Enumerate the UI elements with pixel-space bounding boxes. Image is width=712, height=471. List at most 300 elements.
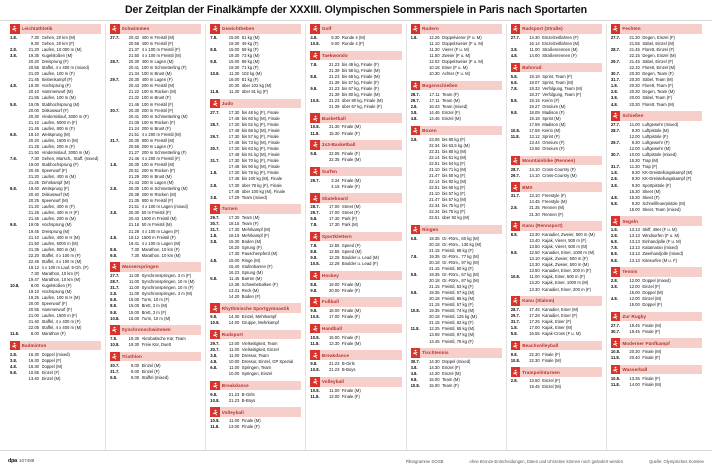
footer	[0, 450, 712, 471]
event-time: 15.00	[128, 315, 140, 321]
event-description: Schwebebalken (F)	[241, 281, 278, 287]
sport-header	[411, 81, 502, 91]
event-description: Luftpistole (mixed)	[642, 152, 677, 158]
event-date: 1.8.	[210, 233, 218, 239]
event-time: 21.35	[28, 246, 39, 252]
schedule-column	[607, 24, 706, 451]
event-time: 8.00	[30, 331, 39, 337]
schedule-column	[407, 24, 507, 451]
event-date: 31.7.	[610, 164, 621, 170]
event-time: 19.18	[529, 116, 540, 122]
event-description: Gr.-Röm., 87 kg (M)	[442, 278, 480, 284]
event-description: Kitesurfen (M u. F)	[642, 257, 678, 263]
event-date: 3.8.	[410, 109, 418, 115]
event-description: Degen, Team (M)	[642, 89, 675, 95]
event-time: 20.45	[28, 168, 39, 174]
sport-block	[611, 267, 702, 308]
event-row	[310, 157, 401, 163]
event-time: 21.20	[28, 174, 39, 180]
event-description: Kanadier, Einer (M)	[542, 307, 579, 313]
event-description: Gr.-Röm., 97 kg (M)	[442, 259, 480, 265]
sport-header	[210, 381, 301, 391]
sport-block	[310, 232, 401, 267]
event-date: 8.8.	[110, 303, 118, 309]
sport-block	[210, 330, 301, 377]
event-description: Staffel, 4 x 100 m (M)	[41, 258, 82, 264]
event-date: 11.8.	[510, 134, 520, 140]
event-time: 13.30	[529, 232, 540, 238]
event-date: 1.8.	[610, 227, 618, 233]
event-date: 9.8.	[310, 255, 318, 261]
event-description: 4 x 100 m Lagen (mixed)	[141, 204, 188, 210]
event-time: 13.12	[529, 134, 540, 140]
event-time: 13.56	[529, 146, 540, 152]
event-time: 22.34	[429, 209, 440, 215]
event-date: 2.8.	[410, 103, 418, 109]
event-description: 100 m Brust (F)	[141, 95, 171, 101]
event-description: Laufen, 1500 m (F)	[41, 313, 78, 319]
event-time: 21.32	[128, 95, 140, 101]
event-description: Säbel, Einzel (M)	[642, 41, 675, 47]
event-description: Team (F)	[442, 91, 459, 97]
event-date: 3.8.	[210, 353, 218, 359]
event-description: Gehen, 20 km (F)	[41, 41, 75, 47]
event-time: 21.45	[28, 180, 39, 186]
event-time: 19.45	[529, 384, 540, 390]
event-time: 17.48	[228, 164, 240, 170]
event-time: 9.30	[631, 140, 640, 146]
event-time: 20.41	[128, 65, 140, 71]
handball-icon	[310, 324, 320, 334]
event-row	[611, 355, 702, 361]
event-description: Weitsprung (M)	[41, 131, 71, 137]
sport-name: Turnen	[221, 206, 238, 212]
sport-header	[411, 348, 502, 358]
event-description: Finale (M)	[341, 177, 361, 183]
event-description: bis 70 kg (F), Finale	[241, 158, 279, 164]
sport-block	[210, 407, 301, 430]
event-time: 21.39	[328, 79, 340, 85]
event-time: 7.30	[130, 252, 140, 258]
sport-name: Taekwondo	[321, 52, 348, 58]
event-time: 17.48	[228, 128, 240, 134]
event-date: 10.8.	[110, 342, 120, 348]
event-description: Speerwurf (F)	[41, 168, 68, 174]
event-description: Staffel, 4 x 400 m (mixed)	[41, 65, 90, 71]
event-date	[310, 104, 325, 110]
event-description: bis 100 kg (M), Finale	[241, 176, 283, 182]
event-time: 14.30	[228, 314, 240, 320]
event-date: 9.8.	[110, 309, 118, 315]
event-description: Schnellfeuerpistole (M)	[642, 200, 686, 206]
event-description: Einzel (M)	[41, 376, 61, 382]
event-time: 20.30	[228, 83, 240, 89]
event-time: 19.41	[128, 240, 140, 246]
event-description: Gr.-Röm., 60 kg (M)	[442, 235, 480, 241]
event-description: bis 48 kg (F), Finale	[241, 109, 279, 115]
event-time: 20.56	[128, 143, 140, 149]
event-time: 9.30	[30, 41, 39, 47]
event-date: 4.8.	[110, 234, 118, 240]
event-description: Sprint (M)	[542, 116, 561, 122]
event-time: 13.00	[228, 424, 240, 430]
event-description: Finale (F)	[341, 314, 360, 320]
event-date	[10, 376, 25, 382]
event-description: Laufen, 100 m (F)	[41, 71, 75, 77]
event-time: 21.43	[128, 180, 140, 186]
event-time: 11.00	[128, 273, 140, 279]
event-date: 8.8.	[310, 248, 318, 254]
event-row	[10, 331, 101, 337]
event-row	[411, 116, 502, 122]
event-time: 21.10	[28, 234, 39, 240]
event-time: 20.30	[128, 137, 140, 143]
event-description: Hammerwurf (F)	[41, 307, 72, 313]
event-time: 17.30	[228, 146, 240, 152]
breaking-icon	[210, 381, 220, 391]
event-description: Keirin (F)	[542, 97, 560, 103]
event-time: 15.00	[128, 303, 140, 309]
event-time: 13.08	[429, 332, 440, 338]
event-time: 8.00	[130, 374, 140, 380]
event-time: 20.30	[128, 59, 140, 65]
event-description: Kajak, Einer, 1000 m (M)	[542, 280, 589, 286]
event-time: 17.29	[228, 194, 240, 200]
event-time: 11.00	[229, 418, 240, 424]
sport-header	[411, 225, 502, 235]
event-date: 10.8.	[510, 357, 521, 363]
sport-block	[10, 24, 101, 337]
event-time: 21.15	[429, 320, 440, 326]
event-date: 5.8.	[210, 275, 218, 281]
event-time: 22.51	[429, 160, 440, 166]
event-time: 21.29	[128, 174, 140, 180]
event-row	[511, 212, 602, 218]
sport-name: Tennis	[622, 269, 638, 275]
sport-name: Fechten	[622, 26, 641, 32]
event-time: 14.20	[228, 293, 240, 299]
event-time: 15.00	[228, 257, 240, 263]
event-date	[210, 371, 225, 377]
event-date: 1.8.	[110, 161, 118, 167]
event-description: 4 x 100 m Lagen (F)	[141, 228, 180, 234]
event-date: 5.8.	[310, 151, 318, 157]
source-credit: Quelle: Olympisches Komitee	[649, 458, 704, 464]
event-time: 21.37	[128, 47, 140, 53]
event-description: Freistil, 57 kg (F)	[442, 302, 474, 308]
event-description: 100 m Rücken (F)	[141, 119, 176, 125]
sport-header	[110, 325, 201, 335]
event-description: Finale (M)	[341, 124, 361, 130]
sport-header	[511, 367, 602, 377]
event-description: B-Girls	[341, 361, 355, 367]
event-time: 20.30	[128, 186, 140, 192]
sport-name: Wasserspringen	[121, 264, 159, 270]
event-row	[310, 314, 401, 320]
sport-name: Leichtathletik	[21, 26, 53, 32]
event-description: Vielseitigkeit, Einzel	[241, 346, 279, 352]
sport-block	[210, 99, 301, 201]
event-time: 10.00	[228, 371, 240, 377]
event-time: 15.00	[629, 206, 640, 212]
event-description: Freistil, 86 kg (M)	[442, 296, 475, 302]
event-time: 20.18	[429, 259, 440, 265]
event-time: 18.15	[228, 221, 240, 227]
event-description: 400 m Lagen (M)	[141, 59, 174, 65]
disclaimer-note: ohne Bronze-Entscheidungen, Daten und Uhrzeiten können noch geändert werden	[469, 458, 624, 464]
event-description: bis 54 kg (F)	[442, 160, 466, 166]
event-time: 13.20	[529, 280, 540, 286]
archery-icon	[411, 81, 421, 91]
event-date: 3.8.	[10, 357, 17, 363]
event-time: 21.15	[429, 247, 440, 253]
event-date: 4.8.	[210, 359, 218, 365]
event-time: 20.20	[28, 59, 39, 65]
event-description: Finale (F)	[642, 375, 661, 381]
event-time: 11.00	[128, 291, 140, 297]
event-time: 15.00	[629, 302, 640, 308]
event-time: 14.10	[529, 172, 540, 178]
sport-header	[511, 296, 602, 306]
event-description: 200 m Brust (F)	[141, 125, 171, 131]
event-date: 10.8.	[110, 315, 120, 321]
event-time: 9.30	[631, 182, 640, 188]
event-time: 15.00	[128, 309, 140, 315]
event-description: Dressur, Team	[241, 353, 269, 359]
event-date: 30.7.	[610, 71, 621, 77]
event-description: 200 m Schmetterling (F)	[141, 149, 187, 155]
event-description: KK-Dreistellungskampf (M)	[642, 170, 693, 176]
event-date: 10.8.	[610, 375, 621, 381]
sport-block	[511, 182, 602, 217]
fencing-icon	[611, 24, 621, 34]
page-title: Der Zeitplan der Finalkämpfe der XXXIII. Olympischen Sommerspiele in Paris nach Sportarten	[125, 4, 587, 16]
event-time: 19.40	[28, 186, 39, 192]
sport-header	[310, 51, 401, 61]
event-time: 17.00	[328, 204, 340, 210]
event-description: Einzel (M)	[642, 296, 662, 302]
event-time: 19.18	[529, 73, 540, 79]
event-time: 21.23	[328, 367, 340, 373]
event-description: Finale (M)	[542, 357, 562, 363]
gymnastics-icon	[210, 204, 220, 214]
event-description: über 67 kg, Finale (F)	[341, 103, 382, 109]
event-date: 10.8.	[310, 367, 320, 373]
event-date: 3.8.	[110, 210, 118, 216]
event-time: 22.14	[429, 178, 440, 184]
event-row	[210, 89, 301, 95]
event-description: 50 m Freistil (M)	[141, 222, 172, 228]
event-description: bis 63 kg (F), Finale	[241, 146, 279, 152]
event-time: 11.30	[229, 89, 240, 95]
event-description: Laufen, 10 000 m (M)	[41, 47, 82, 53]
event-date: 10.8.	[310, 388, 320, 393]
event-time: 17.30	[228, 251, 240, 257]
sport-block	[411, 348, 502, 389]
sport-block	[210, 303, 301, 326]
event-date	[511, 384, 526, 390]
bmx-icon	[511, 182, 521, 192]
sport-block	[110, 325, 201, 348]
event-description: B-Boys	[341, 367, 356, 373]
event-time: 14.30	[429, 359, 440, 365]
event-description: Doppel (M)	[642, 290, 664, 296]
event-time: 17.11	[429, 91, 440, 97]
event-time: 17.00	[328, 210, 340, 216]
event-description: Team (mixed)	[442, 103, 468, 109]
event-date: 28.7.	[510, 307, 521, 313]
event-time: 8.00	[130, 368, 140, 374]
event-date: 27.7.	[610, 322, 621, 328]
sport-name: 3x3-Basketball	[321, 142, 356, 148]
event-row	[511, 173, 602, 179]
event-time: 21.34	[128, 71, 140, 77]
sport-name: Radsport (Straße)	[522, 26, 563, 32]
event-description: 61 kg (M)	[241, 35, 260, 40]
event-date: 9.8.	[210, 391, 218, 397]
event-row	[210, 195, 301, 201]
event-date: 2.8.	[10, 47, 17, 53]
event-description: 4 x 100 m Lauf, 5-Gh. (F)	[41, 264, 89, 270]
sport-header	[310, 377, 401, 387]
event-time: 11.30	[429, 47, 440, 53]
event-description: Freistil, 57 kg (M)	[442, 290, 475, 296]
event-description: Omnium (F)	[542, 140, 565, 146]
event-date: 3.8.	[610, 95, 618, 101]
event-time: 16.14	[529, 41, 540, 47]
event-time: 16.00	[228, 77, 240, 83]
event-time: 12.36	[228, 281, 240, 287]
event-description: Florett, Team (M)	[642, 101, 675, 107]
event-time: 21.06	[128, 119, 140, 125]
event-description: Einzelzeitfahren (M)	[542, 41, 580, 47]
event-date	[411, 339, 426, 345]
event-time: 20.18	[429, 296, 440, 302]
event-time: 13.50	[529, 378, 540, 384]
event-description: bis 73 kg (M), Finale	[241, 140, 280, 146]
event-time: 21.47	[429, 172, 440, 178]
event-description: 100 m Schmetterling (F)	[141, 65, 187, 71]
breaking-icon	[310, 350, 320, 360]
event-time: 11.00	[128, 279, 140, 285]
sport-header	[611, 267, 702, 277]
title-bar	[0, 0, 712, 21]
event-description: Laufen, 400 m H (F)	[41, 210, 79, 216]
event-time: 17.30	[328, 216, 340, 222]
event-row	[611, 258, 702, 264]
event-time: 21.23	[228, 397, 240, 403]
sport-block	[511, 341, 602, 364]
event-description: Synchronspringen, 3 m (F)	[141, 273, 192, 279]
event-time: 21.23	[328, 73, 340, 79]
event-date: 2.8.	[210, 182, 218, 188]
event-description: Laufen, 1500 m (M)	[41, 137, 79, 143]
event-date: 2.8.	[510, 378, 518, 384]
event-description: bis 67 kg, Finale (F)	[341, 85, 379, 91]
event-time: 20.18	[429, 278, 440, 284]
event-time: 11.00	[329, 388, 340, 393]
event-date: 11.8.	[210, 89, 220, 95]
event-time: 17.30	[228, 122, 240, 128]
event-description: Finale (F)	[341, 394, 360, 400]
event-time: 19.35	[429, 272, 440, 277]
event-description: Einzel, Mehrkampf	[241, 314, 277, 320]
event-time: 12.00	[629, 284, 640, 290]
shooting-icon	[611, 111, 621, 121]
event-description: Dreisprung (F)	[41, 59, 69, 65]
event-time: 21.23	[328, 85, 340, 91]
event-date: 29.7.	[610, 140, 621, 146]
event-time: 21.39	[328, 91, 340, 97]
event-description: Laufen, 5000 m (F)	[41, 119, 78, 125]
event-time: 17.30	[228, 215, 240, 221]
sport-header	[310, 167, 401, 177]
event-description: Reck (M)	[241, 287, 259, 293]
event-time: 21.39	[328, 67, 340, 73]
sport-block	[411, 225, 502, 345]
event-time: 22.20	[28, 252, 39, 258]
event-description: Freistil, 53 kg (F)	[442, 284, 474, 290]
sport-name: Tischtennis	[422, 350, 449, 356]
event-time: 16.30	[28, 351, 39, 357]
event-description: Marathon, 10 km (F)	[141, 246, 180, 252]
event-date: 2.8.	[110, 291, 118, 297]
event-time: 11.00	[529, 47, 540, 53]
event-row	[210, 398, 301, 404]
sport-name: Triathlon	[121, 353, 142, 359]
event-description: über 80 kg, Finale (M)	[341, 97, 383, 103]
pictogram-credit: Piktogramme DOSB	[405, 458, 444, 464]
event-time: 20.39	[128, 192, 140, 198]
event-description: Kanadier, Einer (F)	[542, 313, 578, 319]
event-description: Freistil, 76 kg (F)	[442, 338, 474, 344]
event-time: 21.46	[128, 155, 140, 161]
event-description: Straßenrennen (F)	[542, 53, 577, 59]
event-row	[110, 342, 201, 348]
event-time: 7.30	[30, 155, 39, 161]
event-time: 21.15	[429, 284, 440, 290]
sport-block	[210, 381, 301, 404]
event-time: 22.34	[429, 203, 440, 209]
footer-notes	[406, 459, 712, 464]
event-time: 7.30	[30, 270, 39, 276]
event-time: 10.00	[228, 359, 240, 365]
event-time: 9.30	[331, 35, 340, 40]
event-date: 27.7.	[110, 273, 120, 279]
event-description: Einzel (M)	[442, 116, 461, 122]
event-description: bis 71 kg (M)	[442, 166, 467, 172]
sport-header	[511, 341, 602, 351]
event-date	[511, 287, 526, 293]
sport-name: Rudsport	[221, 332, 243, 338]
event-time: 14.45	[529, 199, 540, 205]
event-time: 20.30	[128, 210, 140, 216]
event-time: 19.25	[28, 295, 39, 301]
event-time: 16.30	[28, 363, 39, 369]
event-description: Einzel (M)	[542, 384, 562, 390]
event-time: 21.25	[28, 210, 39, 216]
sport-header	[110, 352, 201, 362]
event-time: 10.18	[429, 65, 440, 71]
event-date: 29.7.	[310, 210, 320, 216]
event-time: 7.30	[30, 35, 39, 40]
event-description: Staffel (mixed)	[141, 374, 169, 380]
event-date: 5.8.	[510, 331, 518, 337]
event-description: Runde 4 (F)	[341, 41, 365, 47]
event-date: 4.8.	[210, 257, 218, 263]
event-time: 14.46	[429, 116, 440, 122]
event-description: Kanadier, Einer, 1000 m (M)	[542, 250, 595, 256]
